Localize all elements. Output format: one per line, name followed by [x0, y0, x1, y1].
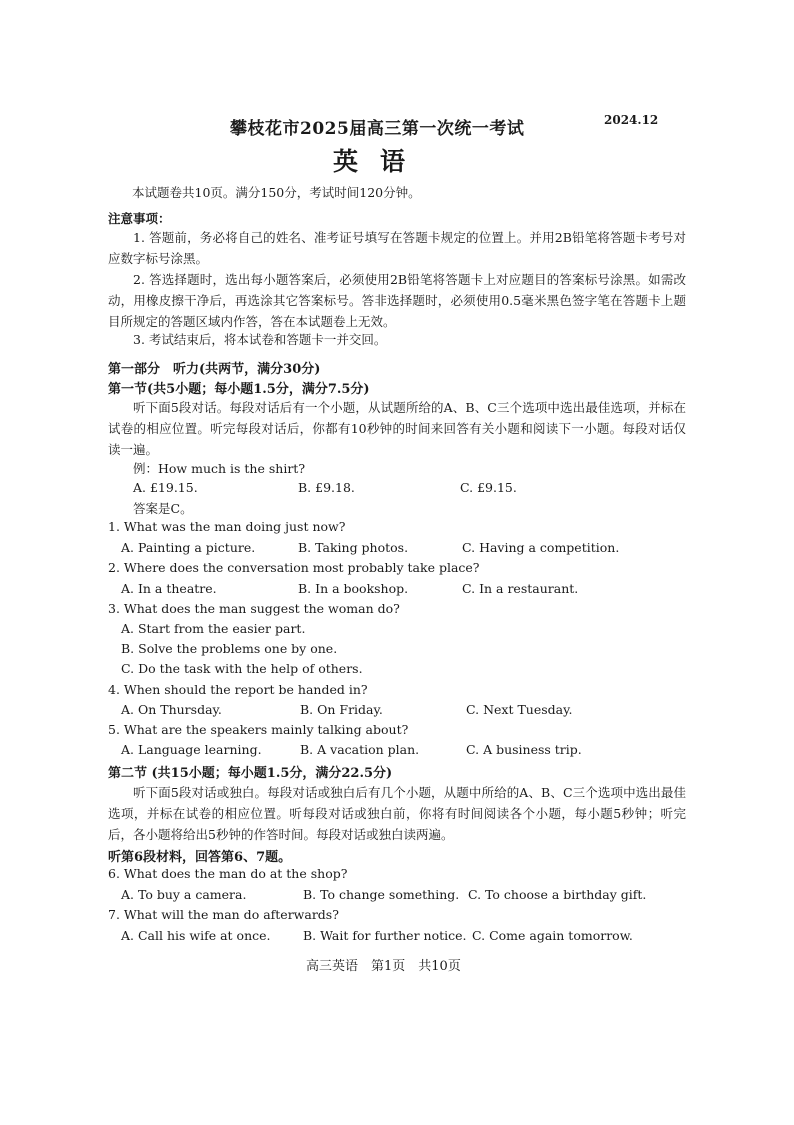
q4-option-a: A. On Thursday.	[121, 702, 222, 717]
question-4: 4. When should the report be handed in?	[108, 682, 368, 697]
q1-option-a: A. Painting a picture.	[121, 540, 256, 555]
q1-option-b: B. Taking photos.	[298, 540, 409, 555]
question-1: 1. What was the man doing just now?	[108, 519, 346, 534]
section2-instructions: 听下面5段对话或独白。每段对话或独白后有几个小题，从题中所给的A、B、C三个选项中选出最佳选项，并标在试卷的相应位置。听每段对话或独白前，你将有时间阅读各个小题，每小题5秒钟；听完后，各小题将给出5秒钟的作答时间。每段对话或独白读两遍。	[108, 785, 686, 842]
part1-heading: 第一部分 听力(共两节，满分30分)	[108, 362, 321, 377]
section1-heading: 第一节(共5小题；每小题1.5分，满分7.5分)	[108, 382, 370, 397]
q6-option-b: B. To change something.	[303, 887, 460, 902]
q3-option-b: B. Solve the problems one by one.	[121, 641, 338, 656]
notice-heading: 注意事项：	[108, 211, 171, 226]
q4-option-b: B. On Friday.	[300, 702, 383, 717]
example-option-a: A. £19.15.	[133, 480, 198, 495]
page-footer: 高三英语 第1页 共10页	[306, 959, 461, 974]
q7-option-c: C. Come again tomorrow.	[472, 928, 633, 943]
q4-option-c: C. Next Tuesday.	[466, 702, 573, 717]
example-answer: 答案是C。	[133, 501, 193, 516]
notice-item-1: 1. 答题前，务必将自己的姓名、准考证号填写在答题卡规定的位置上。并用2B铅笔将答题卡考号对应数字标号涂黑。	[108, 230, 686, 266]
q7-option-b: B. Wait for further notice.	[303, 928, 467, 943]
q7-option-a: A. Call his wife at once.	[121, 928, 271, 943]
question-3: 3. What does the man suggest the woman do?	[108, 601, 400, 616]
exam-date: 2024.12	[604, 113, 659, 127]
section2-heading: 第二节 (共15小题；每小题1.5分，满分22.5分)	[108, 766, 393, 781]
q6-option-c: C. To choose a birthday gift.	[468, 887, 647, 902]
question-2: 2. Where does the conversation most probably take place?	[108, 560, 480, 575]
subject-title: 英语	[333, 147, 428, 176]
q6-option-a: A. To buy a camera.	[121, 887, 247, 902]
exam-title: 攀枝花市2025届高三第一次统一考试	[230, 119, 525, 139]
section1-instructions: 听下面5段对话。每段对话后有一个小题，从试题所给的A、B、C三个选项中选出最佳选项，并标在试卷的相应位置。听完每段对话后，你都有10秒钟的时间来回答有关小题和阅读下一小题。每段对话仅读一遍。	[108, 400, 686, 457]
exam-intro: 本试题卷共10页。满分150分，考试时间120分钟。	[132, 185, 421, 200]
q3-option-c: C. Do the task with the help of others.	[121, 661, 363, 676]
example-option-b: B. £9.18.	[298, 480, 355, 495]
material-6-heading: 听第6段材料，回答第6、7题。	[108, 850, 292, 865]
q5-option-b: B. A vacation plan.	[300, 742, 420, 757]
q5-option-a: A. Language learning.	[121, 742, 262, 757]
q2-option-c: C. In a restaurant.	[462, 581, 579, 596]
question-7: 7. What will the man do afterwards?	[108, 907, 339, 922]
q2-option-a: A. In a theatre.	[121, 581, 217, 596]
example-option-c: C. £9.15.	[460, 480, 517, 495]
notice-item-3: 3. 考试结束后，将本试卷和答题卡一并交回。	[133, 332, 387, 347]
q2-option-b: B. In a bookshop.	[298, 581, 409, 596]
example-question: 例：How much is the shirt?	[133, 461, 306, 476]
q5-option-c: C. A business trip.	[466, 742, 582, 757]
question-5: 5. What are the speakers mainly talking about?	[108, 722, 409, 737]
question-6: 6. What does the man do at the shop?	[108, 866, 348, 881]
q1-option-c: C. Having a competition.	[462, 540, 620, 555]
q3-option-a: A. Start from the easier part.	[121, 621, 306, 636]
notice-item-2: 2. 答选择题时，选出每小题答案后，必须使用2B铅笔将答题卡上对应题目的答案标号涂黑。如需改动，用橡皮擦干净后，再选涂其它答案标号。答非选择题时，必须使用0.5毫米黑色签字笔在答题卡上题目所规定的答题区域内作答，答在本试题卷上无效。	[108, 272, 686, 329]
